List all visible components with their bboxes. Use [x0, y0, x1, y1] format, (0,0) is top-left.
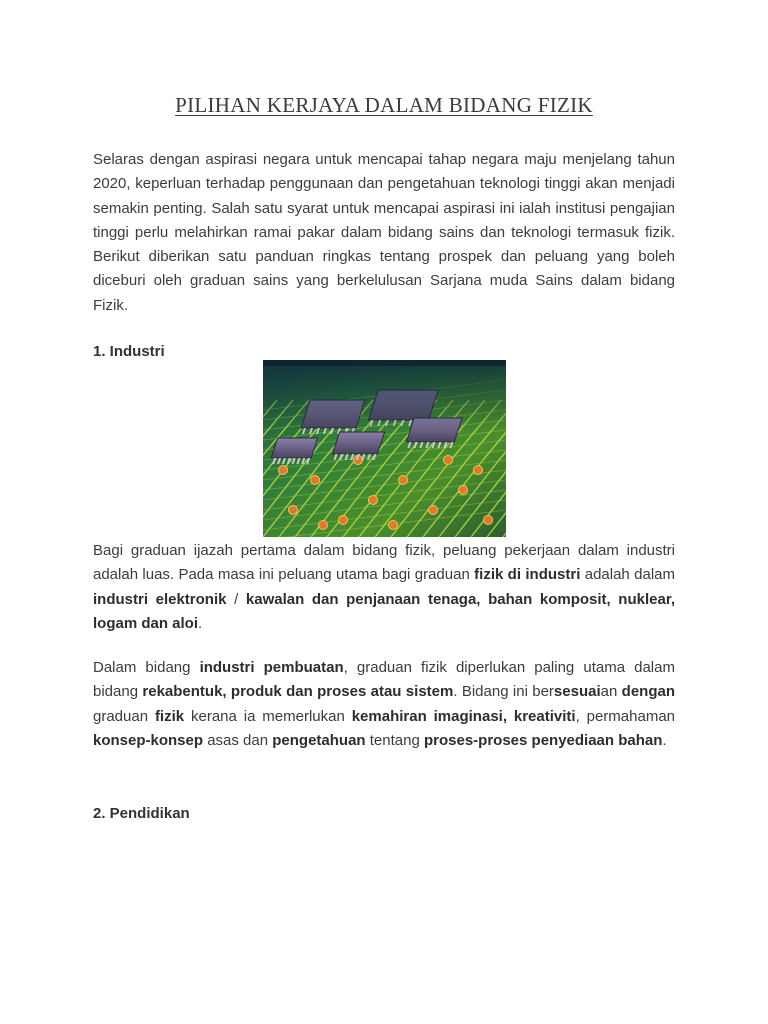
- bold-run: dengan: [621, 683, 675, 701]
- circuit-board-image: [263, 360, 506, 537]
- text-run: an: [600, 683, 622, 701]
- text-run: Bagi graduan ijazah pertama dalam bidang fizik, peluang pekerjaan dalam industri adalah luas. Pada masa ini peluang utama bagi graduan: [93, 542, 675, 584]
- text-run: tentang: [365, 731, 424, 749]
- bold-run: industri elektronik: [93, 590, 227, 608]
- industri-paragraph-1: [93, 539, 675, 636]
- text-run: .: [198, 614, 203, 632]
- section-heading-industri: 1. Industri: [93, 343, 165, 360]
- section-heading-pendidikan: 2. Pendidikan: [93, 805, 190, 822]
- text-run: .: [662, 731, 667, 749]
- text-run: , permahaman: [575, 707, 676, 725]
- bold-run: kawalan dan penjanaan tenaga, bahan komposit, nuklear, logam dan aloi: [93, 590, 676, 632]
- text-run: graduan: [93, 707, 155, 725]
- bold-run: konsep-konsep: [93, 731, 204, 749]
- bold-run: kemahiran imaginasi, kreativiti: [351, 707, 576, 725]
- text-run: adalah dalam: [580, 566, 675, 584]
- bold-run: industri pembuatan: [199, 659, 344, 676]
- text-run: , graduan fizik diperlukan paling utama dalam bidang: [93, 659, 675, 701]
- text-run: /: [226, 590, 246, 608]
- text-run: Dalam bidang: [93, 659, 200, 676]
- bold-run: proses-proses penyediaan bahan: [423, 731, 663, 749]
- text-run: . Bidang ini ber: [453, 683, 554, 701]
- bold-run: rekabentuk, produk dan proses atau sistem: [142, 683, 454, 701]
- text-run: kerana ia memerlukan: [184, 707, 352, 725]
- text-run: asas dan: [203, 731, 273, 749]
- bold-run: fizik di industri: [474, 566, 581, 584]
- page-title: PILIHAN KERJAYA DALAM BIDANG FIZIK: [175, 93, 593, 117]
- bold-run: pengetahuan: [272, 731, 366, 749]
- intro-paragraph: Selaras dengan aspirasi negara untuk mencapai tahap negara maju menjelang tahun 2020, keperluan terhadap penggunaan dan pengetahuan teknologi tinggi akan menjadi semakin penting. Salah satu syarat untuk mencapai aspirasi ini ialah institusi pengajian tinggi perlu melahirkan ramai pakar dalam bidang sains dan teknologi termasuk fizik. Berikut diberikan satu panduan ringkas tentang prospek dan peluang yang boleh diceburi oleh graduan sains yang berkelulusan Sarjana muda Sains dalam bidang Fizik.: [93, 151, 675, 314]
- bold-run: fizik: [154, 707, 185, 725]
- circuit-board-illustration: [263, 360, 506, 537]
- bold-run: sesuai: [553, 683, 601, 701]
- industri-paragraph-2: [93, 656, 675, 753]
